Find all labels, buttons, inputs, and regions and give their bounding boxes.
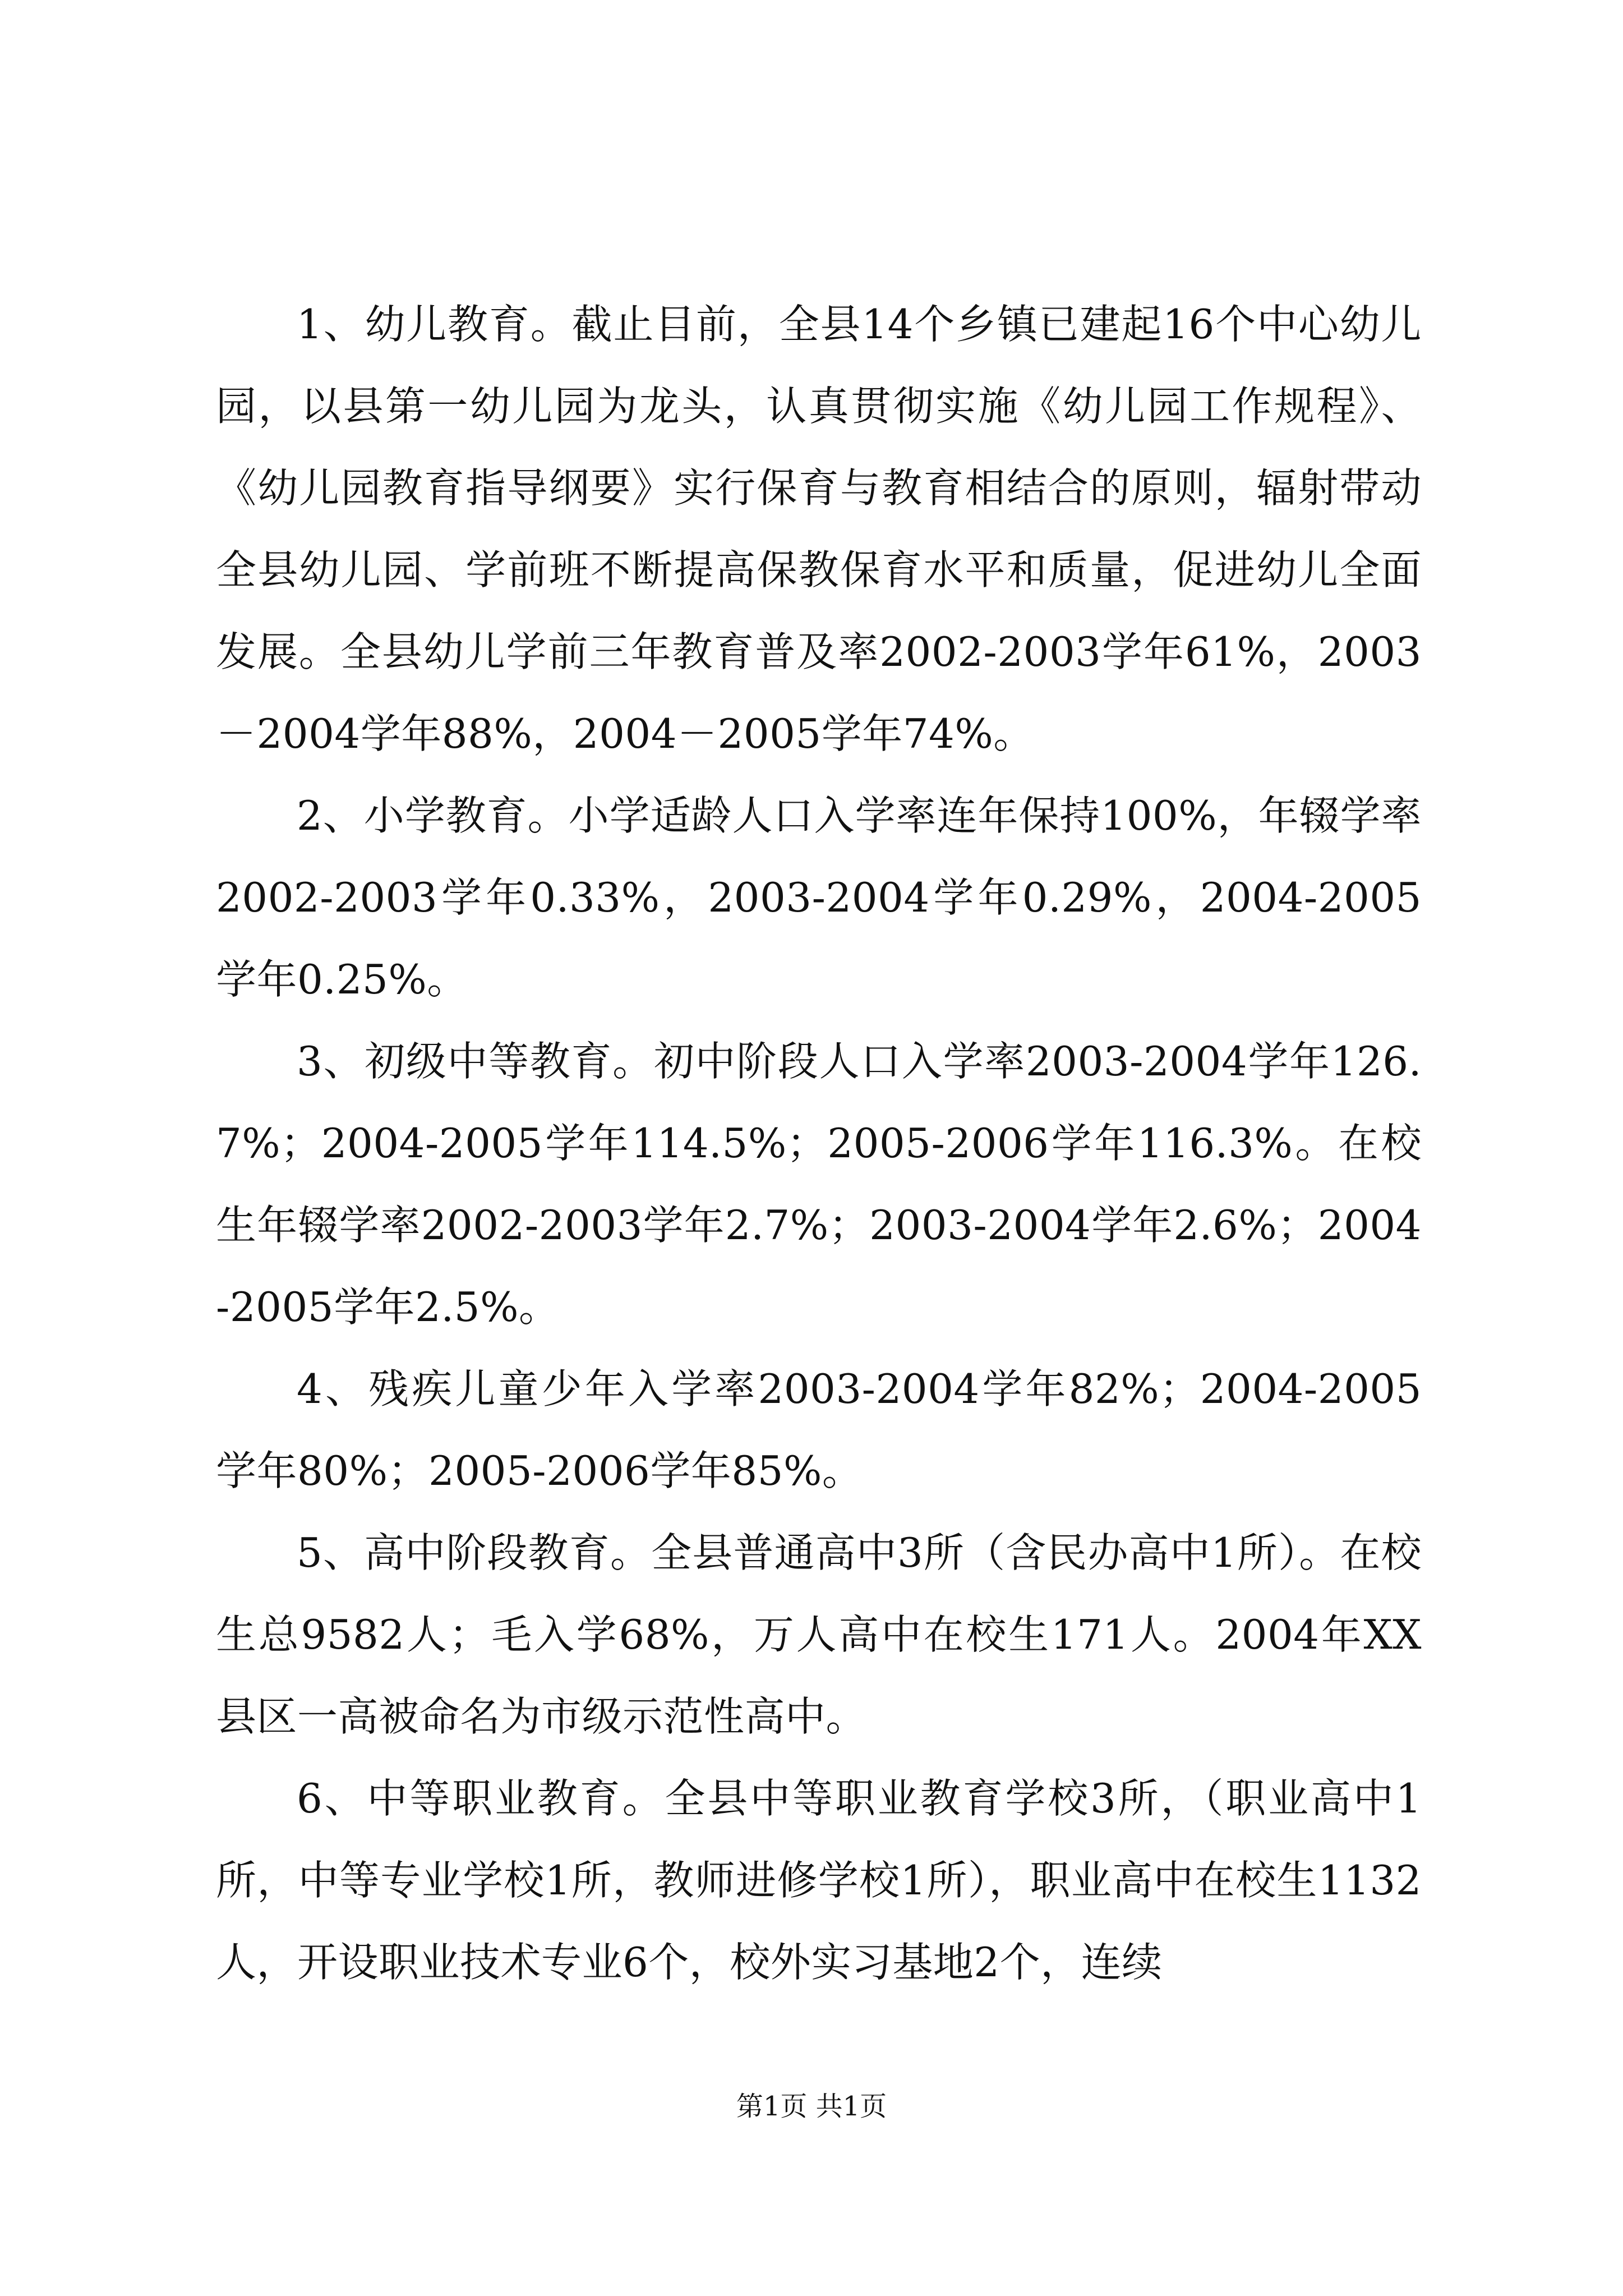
paragraph-junior-secondary-education: 3、初级中等教育。初中阶段人口入学率2003-2004学年126.7%；2004-2005学年114.5%；2005-2006学年116.3%。在校生年辍学率2002-2003学年2.7%；2003-2004学年2.6%；2004-2005学年2.5%。: [216, 1038, 1422, 1331]
paragraph-senior-high-education: 5、高中阶段教育。全县普通高中3所（含民办高中1所）。在校生总9582人；毛入学68%，万人高中在校生171人。2004年XX县区一高被命名为市级示范性高中。: [216, 1529, 1422, 1740]
paragraph-preschool-education: 1、幼儿教育。截止目前，全县14个乡镇已建起16个中心幼儿园，以县第一幼儿园为龙头，认真贯彻实施《幼儿园工作规程》、《幼儿园教育指导纲要》实行保育与教育相结合的原则，辐射带动全县幼儿园、学前班不断提高保教保育水平和质量，促进幼儿全面发展。全县幼儿学前三年教育普及率2002-2003学年61%，2003－2004学年88%，2004－2005学年74%。: [216, 301, 1422, 757]
paragraph-primary-education: 2、小学教育。小学适龄人口入学率连年保持100%，年辍学率2002-2003学年0.33%，2003-2004学年0.29%，2004-2005学年0.25%。: [216, 792, 1422, 1003]
document-body: [216, 283, 1422, 2003]
paragraph-disabled-children-enrollment: 4、残疾儿童少年入学率2003-2004学年82%；2004-2005学年80%；2005-2006学年85%。: [216, 1365, 1422, 1494]
paragraph-vocational-education: 6、中等职业教育。全县中等职业教育学校3所，（职业高中1所，中等专业学校1所，教师进修学校1所），职业高中在校生1132人，开设职业技术专业6个，校外实习基地2个，连续: [216, 1775, 1422, 1986]
page-footer: 第1页 共1页: [736, 2091, 887, 2122]
